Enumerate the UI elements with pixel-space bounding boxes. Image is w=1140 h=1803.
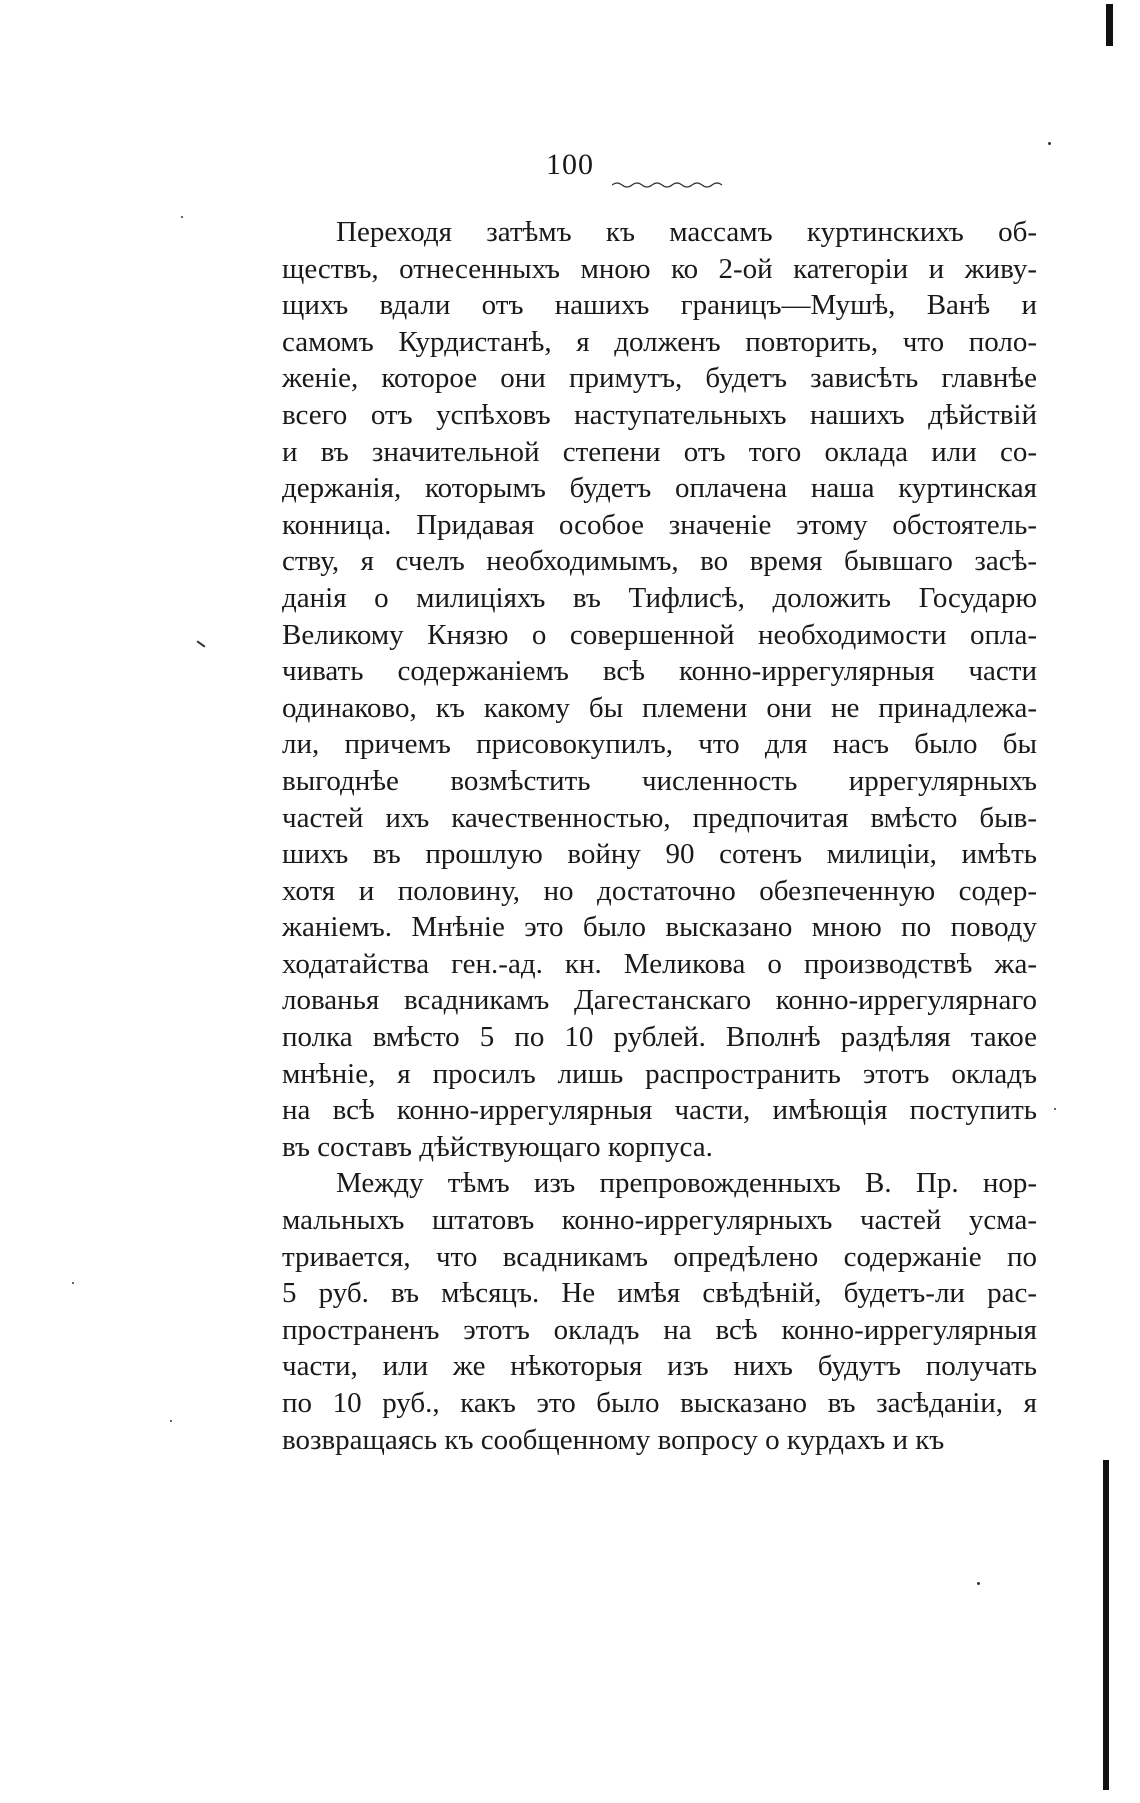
text-line: 5 руб. въ мѣсяцъ. Не имѣя свѣдѣній, будетъ-ли рас- [282,1277,1037,1310]
text-line: всего отъ успѣховъ наступательныхъ нашихъ дѣйствій [282,398,1037,431]
scan-edge-mark-top [1106,4,1113,46]
text-line: частей ихъ качественностью, предпочитая вмѣсто быв- [282,801,1037,834]
text-line: шихъ въ прошлую войну 90 сотенъ милиціи, имѣть [282,838,1037,871]
text-line: на всѣ конно-иррегулярныя части, имѣющія поступить [282,1094,1037,1127]
text-line: хотя и половину, но достаточно обезпеченную содер- [282,874,1037,907]
text-line: мнѣніе, я просилъ лишь распространить этотъ окладъ [282,1057,1037,1090]
text-line: держанія, которымъ будетъ оплачена наша куртинская [282,472,1037,505]
text-line: возвращаясь къ сообщенному вопросу о курдахъ и къ [282,1423,945,1456]
text-line: самомъ Курдистанѣ, я долженъ повторить, что поло- [282,325,1037,358]
scan-edge-mark-bottom [1103,1460,1109,1790]
text-line: лованья всадникамъ Дагестанскаго конно-иррегулярнаго [282,984,1037,1017]
text-line: Между тѣмъ изъ препровожденныхъ В. Пр. нор- [336,1167,1037,1200]
text-line: женіе, которое они примутъ, будетъ зависѣть главнѣе [282,362,1037,395]
text-line: Великому Князю о совершенной необходимости опла- [282,618,1037,651]
text-line: ли, причемъ присовокупилъ, что для насъ было бы [282,728,1037,761]
body-text [282,214,1037,1458]
text-line: выгоднѣе возмѣстить численность иррегулярныхъ [282,764,1037,797]
text-line: части, или же нѣкоторыя изъ нихъ будутъ получать [282,1350,1037,1383]
text-line: жаніемъ. Мнѣніе это было высказано мною по поводу [282,911,1037,944]
text-line: мальныхъ штатовъ конно-иррегулярныхъ частей усма- [282,1204,1037,1237]
paragraph-1 [282,214,1037,1165]
scan-speck [170,1420,172,1422]
text-line: одинаково, къ какому бы племени они не принадлежа- [282,691,1037,724]
scan-speck [1054,1108,1056,1110]
text-line: Переходя затѣмъ къ массамъ куртинскихъ об- [336,216,1037,248]
text-line: ству, я счелъ необходимымъ, во время бывшаго засѣ- [282,545,1037,578]
paragraph-2 [282,1165,1037,1458]
text-line: конница. Придавая особое значеніе этому обстоятель- [282,508,1037,541]
text-line: щихъ вдали отъ нашихъ границъ—Мушѣ, Ванѣ и [282,289,1037,322]
text-line: пространенъ этотъ окладъ на всѣ конно-иррегулярныя [282,1313,1037,1346]
scan-speck [196,640,205,647]
page-number: 100 [546,148,594,181]
scan-speck [1048,142,1051,145]
text-line: чивать содержаніемъ всѣ конно-иррегулярныя части [282,655,1037,688]
text-line: полка вмѣсто 5 по 10 рублей. Вполнѣ раздѣляя такое [282,1021,1037,1054]
text-line: ществъ, отнесенныхъ мною ко 2-ой категоріи и живу- [282,252,1037,285]
text-line: въ составъ дѣйствующаго корпуса. [282,1130,713,1163]
scan-speck [181,216,183,218]
text-line: по 10 руб., какъ это было высказано въ засѣданіи, я [282,1387,1037,1419]
text-line: и въ значительной степени отъ того оклада или со- [282,435,1037,468]
text-line: ходатайства ген.-ад. кн. Меликова о производствѣ жа- [282,947,1037,980]
scan-speck [977,1582,980,1585]
page-number-ornament [612,180,732,188]
text-line: данія о милиціяхъ въ Тифлисѣ, доложить Государю [282,581,1037,614]
text-line: тривается, что всадникамъ опредѣлено содержаніе по [282,1240,1037,1273]
scan-speck [72,1282,74,1284]
